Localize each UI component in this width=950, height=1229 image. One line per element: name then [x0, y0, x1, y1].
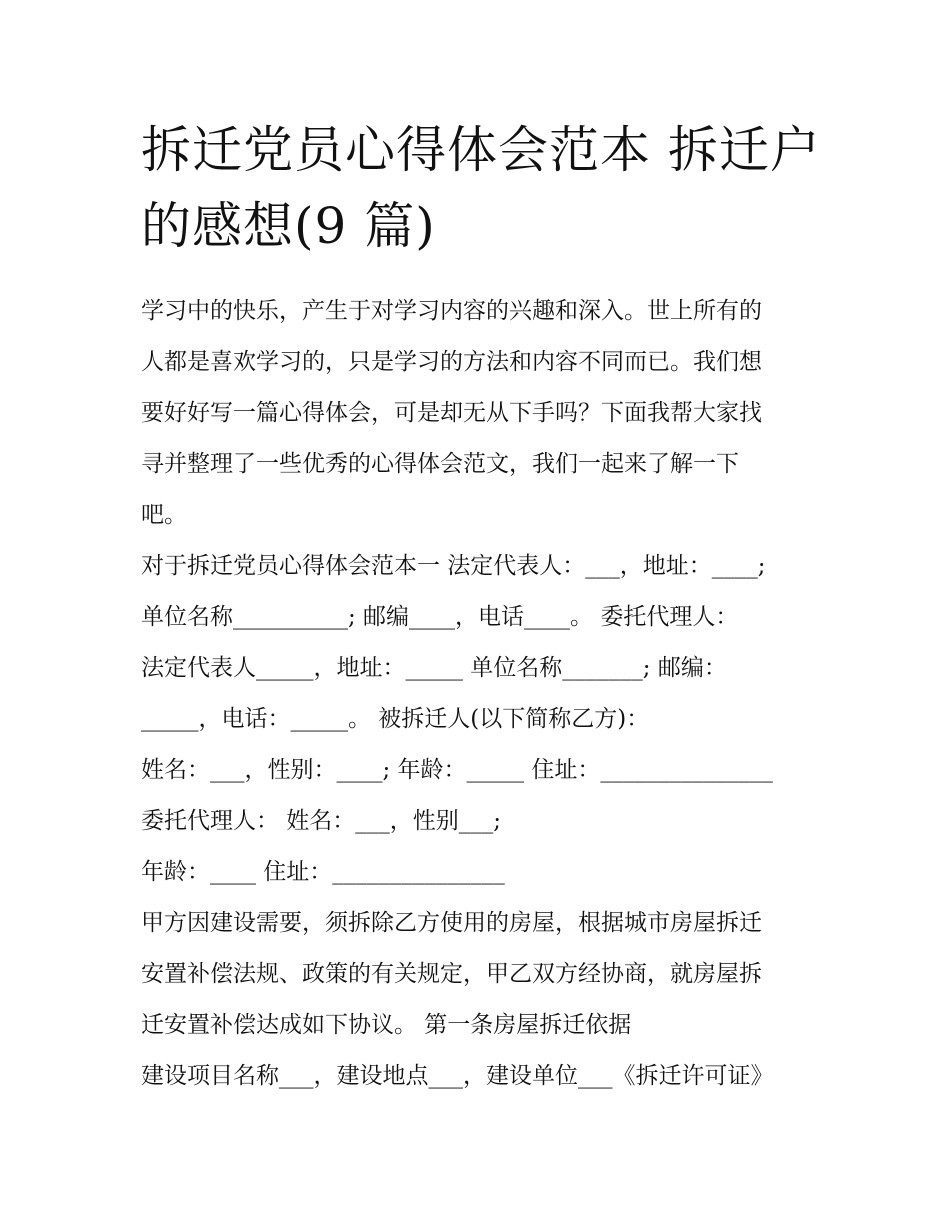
agreement-paragraph — [141, 898, 821, 1051]
text-line: 人都是喜欢学习的，只是学习的方法和内容不同而已。我们想 — [141, 349, 762, 375]
project-paragraph — [141, 1051, 821, 1102]
text-line: 年龄：____ 住址：_______________ — [141, 859, 505, 885]
text-line: 安置补偿法规、政策的有关规定，甲乙双方经协商，就房屋拆 — [141, 961, 762, 987]
title-line: 的感想(9 篇) — [141, 197, 436, 255]
text-line: 单位名称__________; 邮编____，电话____。 委托代理人： — [141, 604, 739, 630]
text-line: _____，电话：_____。 被拆迁人(以下简称乙方)： — [141, 706, 650, 732]
text-line: 对于拆迁党员心得体会范本一 法定代表人：___，地址：____; — [141, 553, 766, 579]
document-body — [141, 286, 821, 1102]
text-line: 学习中的快乐，产生于对学习内容的兴趣和深入。世上所有的 — [141, 298, 762, 324]
parties-paragraph — [141, 541, 821, 898]
text-line: 吧。 — [141, 502, 187, 528]
text-line: 委托代理人： 姓名：___，性别___; — [141, 808, 502, 834]
document-page — [141, 112, 821, 1102]
text-line: 法定代表人_____，地址：_____ 单位名称_______; 邮编： — [141, 655, 727, 681]
document-title — [141, 112, 821, 264]
text-line: 甲方因建设需要，须拆除乙方使用的房屋，根据城市房屋拆迁 — [141, 910, 762, 936]
title-line: 拆迁党员心得体会范本 拆迁户 — [141, 121, 821, 179]
text-line: 姓名：___，性别：____; 年龄：_____ 住址：_______________ — [141, 757, 773, 783]
text-line: 要好好写一篇心得体会，可是却无从下手吗？下面我帮大家找 — [141, 400, 762, 426]
text-line: 迁安置补偿达成如下协议。 第一条房屋拆迁依据 — [141, 1012, 632, 1038]
text-line: 建设项目名称___，建设地点___，建设单位___《拆迁许可证》 — [141, 1063, 774, 1089]
text-line: 寻并整理了一些优秀的心得体会范文，我们一起来了解一下 — [141, 451, 739, 477]
intro-paragraph — [141, 286, 821, 541]
